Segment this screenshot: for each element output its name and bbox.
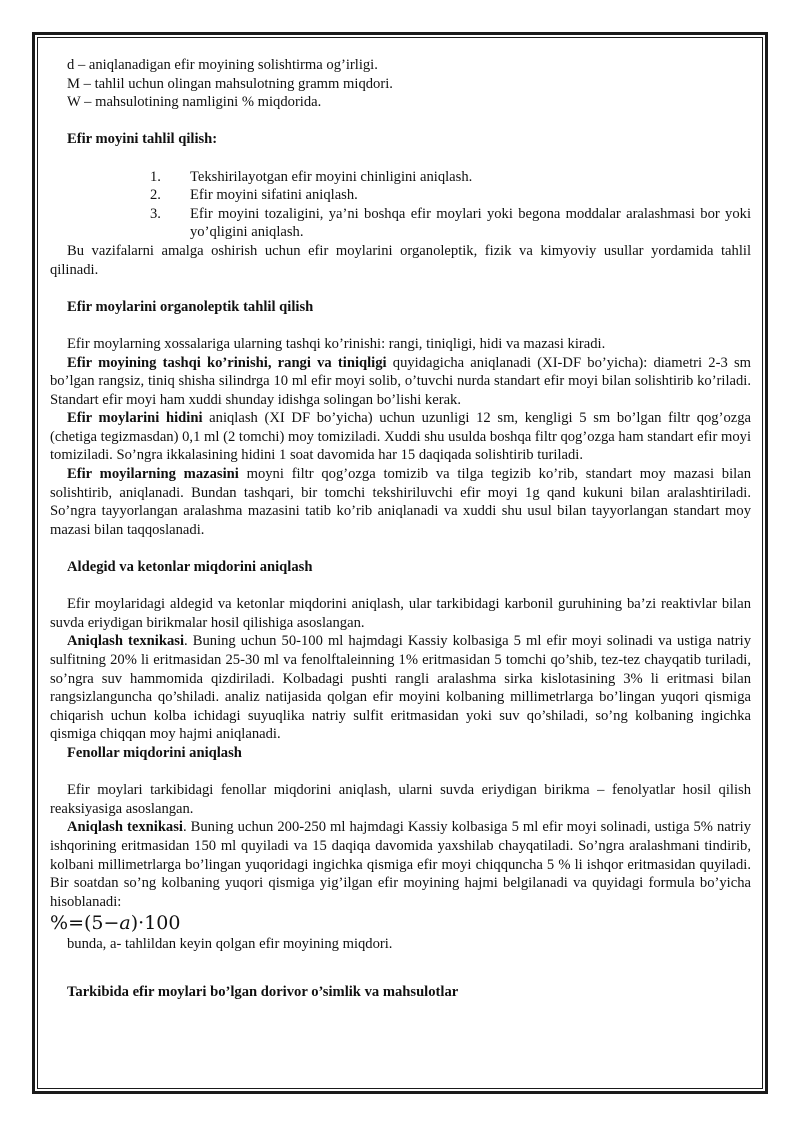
section-heading-organoleptic: Efir moylarini organoleptik tahlil qilish [67,298,314,315]
section-heading-phenols: Fenollar miqdorini aniqlash [67,744,242,761]
task-item: 1. Tekshirilayotgan efir moyini chinligini aniqlash. [150,168,473,185]
paragraph-odor: Efir moylarini hidini aniqlash (XI DF bo’yicha) uchun uzunligi 12 sm, kengligi 5 sm bo’lgan filtr qog’ozga (chetiga tegizmasdan) 0,1 ml (2 tomchi) moy tomiziladi. Xuddi shu usulda boshqa filtr qog’ozga ham standart efir moyi tomiziladi. So’ngra ikkalasining hidini 1 soat davomida har 15 daqiqada solishtirib turiladi. [50,410,751,464]
paragraph-aldehydes-intro: Efir moylaridagi aldegid va ketonlar miqdorini aniqlash, ular tarkibidagi karbonil guruhining ba’zi reaktivlar bilan suvda eriydigan birikmalar hosil qilishiga asoslangan. [50,596,751,631]
formula: %=(5−a)·100 [50,912,181,935]
task-item: 2. Efir moyini sifatini aniqlash. [150,187,358,204]
formula-note: bunda, a- tahlildan keyin qolgan efir moyining miqdori. [67,936,393,953]
paragraph-taste: Efir moyilarning mazasini moyni filtr qog’ozga tomizib va tilga tegizib ko’rib, standart moy mazasi bilan solishtirib, aniqlanadi. Bundan tashqari, bir tomchi tekshiriluvchi efir moyi 1g qand kukuni bilan aralashtiriladi. So’ngra tayyorlangan aralashma mazasini tatib ko’rib aniqlanadi va xuddi shu usul bilan tayyorlangan standart moy mazasi bilan taqqoslanadi. [50,466,751,538]
paragraph-aldehydes-technique: Aniqlash texnikasi. Buning uchun 50-100 ml hajmdagi Kassiy kolbasiga 5 ml efir moyi solinadi va ustiga natriy sulfitning 20% li eritmasidan 25-30 ml va fenolftaleinning 1% eritmasidan 5 tomchi qo’shib, tez-tez chayqatib turiladi, so’ngra suv hammomida qizdiriladi. Kolbadagi pushti rangli aralashma sirka kislotasining 3% li eritmasi bilan rangsizlanguncha qo’shiladi. analiz natijasida qolgan efir moyini kolbaning millimetrlarga bo’lingan yuqori qismiga chiqarish uchun kolba ichidagi suyuqlika natriy sulfit eritmasidan yoki suv qo’shiladi, so’ng kolbaning ingichka qismiga chiqqan moy hajmi aniqlanadi. [50,633,752,743]
paragraph-phenols-technique: Aniqlash texnikasi. Buning uchun 200-250 ml hajmdagi Kassiy kolbasiga 5 ml efir moyi solinadi, ustiga 5% natriy ishqorining eritmasidan 150 ml quyiladi va 15 daqiqa davomida yaxshilab chayqatiladi. So’ngra aralashmani tindirib, kolbani millimetrlarga bo’lingan yuqoridagi ingichka qismiga efir moyi chiqquncha 5 % li ishqor eritmasidan quyiladi. Bir soatdan so’ng kolbaning yuqori qismiga yig’ilgan efir moyining hajmi belgilanadi va quyidagi formula bo’yicha hisoblanadi: [50,819,751,910]
paragraph-analysis-methods: Bu vazifalarni amalga oshirish uchun efir moylarini organoleptik, fizik va kimyoviy usullar yordamida tahlil qilinadi. [50,242,751,278]
definition-d: d – aniqlanadigan efir moyining solishtirma og’irligi. [67,57,378,73]
paragraph-organoleptic-intro: Efir moylarning xossalariga ularning tashqi ko’rinishi: rangi, tiniqligi, hidi va mazasi kiradi. [67,335,606,352]
paragraph-phenols-intro: Efir moylari tarkibidagi fenollar miqdorini aniqlash, ularni suvda eriydigan birikma – fenolyatlar hosil qilish reaksiyasiga asoslangan. [50,782,751,817]
task-list [50,168,751,242]
definition-w: W – mahsulotining namligini % miqdorida. [67,94,322,111]
document-body [50,56,751,1001]
section-heading-aldehydes: Aldegid va ketonlar miqdorini aniqlash [67,559,313,576]
definition-m: M – tahlil uchun olingan mahsulotning gramm miqdori. [67,75,393,92]
section-heading-analysis: Efir moyini tahlil qilish: [67,131,218,148]
paragraph-appearance: Efir moyining tashqi ko’rinishi, rangi va tiniqligi quyidagicha aniqlanadi (XI-DF bo’yicha): diametri 2-3 sm bo’lgan rangsiz, tiniq shisha silindrga 10 ml efir moyi solib, o’tuvchi nurda standart efir moyi bilan solishtirib ko’riladi. Standart efir moyi ham xuddi shunday idishga solingan bo’lishi kerak. [50,354,751,408]
section-heading-plants: Tarkibida efir moylari bo’lgan dorivor o’simlik va mahsulotlar [67,983,459,1000]
task-item: 3. Efir moyini tozaligini, ya’ni boshqa efir moylari yoki begona moddalar aralashmasi bor yoki yo’qligini aniqlash. [150,205,751,241]
